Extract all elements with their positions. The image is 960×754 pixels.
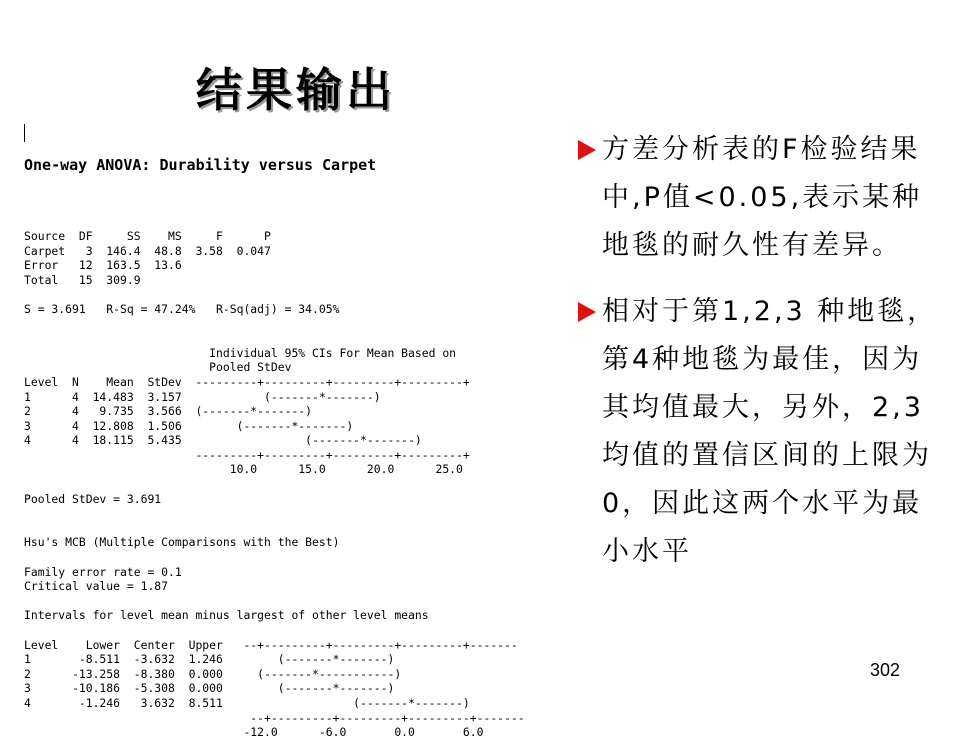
output-line: Critical value = 1.87 (24, 579, 169, 594)
output-line: Error 12 163.5 13.6 (24, 258, 182, 273)
output-line: Level Lower Center Upper --+---------+---------+---------+------- (24, 637, 518, 652)
output-line (24, 287, 564, 302)
output-line: 1 4 14.483 3.157 (-------*-------) (24, 389, 381, 404)
output-line: Hsu's MCB (Multiple Comparisons with the Best) (24, 535, 340, 550)
output-line: 2 4 9.735 3.566 (-------*-------) (24, 404, 313, 419)
output-line: ---------+---------+---------+---------+ (24, 447, 470, 462)
output-lines (24, 214, 564, 739)
output-line (24, 214, 564, 229)
arrow-bullet-icon (578, 302, 596, 322)
output-line (24, 594, 564, 609)
bullet-item-mcb (578, 288, 938, 576)
bullet-text: 方差分析表的F检验结果中,P值<0.05,表示某种地毯的耐久性有差异。 (602, 134, 923, 261)
output-line: 4 -1.246 3.632 8.511 (-------*-------) (24, 695, 470, 710)
anova-header: One-way ANOVA: Durability versus Carpet (24, 156, 377, 175)
output-line (24, 317, 564, 332)
output-line: Level N Mean StDev ---------+---------+---------+---------+ (24, 374, 470, 389)
output-line: Family error rate = 0.1 (24, 564, 182, 579)
output-line: Carpet 3 146.4 48.8 3.58 0.047 (24, 243, 271, 258)
bullet-text: 相对于第1,2,3 种地毯，第4种地毯为最佳，因为其均值最大，另外，2,3均值的置信区间的上限为0，因此这两个水平为最小水平 (602, 296, 938, 567)
output-line: S = 3.691 R-Sq = 47.24% R-Sq(adj) = 34.05% (24, 301, 340, 316)
output-line: -12.0 -6.0 0.0 6.0 (24, 725, 484, 740)
output-line: 10.0 15.0 20.0 25.0 (24, 462, 463, 477)
output-line: 2 -13.258 -8.380 0.000 (-------*-----------) (24, 666, 402, 681)
output-line: 3 4 12.808 1.506 (-------*-------) (24, 418, 354, 433)
bullet-item-anova (578, 126, 938, 270)
bullet-list (578, 126, 938, 594)
arrow-bullet-icon (578, 140, 596, 160)
output-line (24, 477, 564, 492)
output-line: Pooled StDev = 3.691 (24, 491, 162, 506)
output-line: 4 4 18.115 5.435 (-------*-------) (24, 433, 422, 448)
output-line: Individual 95% CIs For Mean Based on (24, 345, 457, 360)
output-line: Source DF SS MS F P (24, 228, 271, 243)
page-number: 302 (870, 660, 901, 680)
output-line: Total 15 309.9 (24, 272, 141, 287)
output-line (24, 623, 564, 638)
output-line (24, 521, 564, 536)
output-line: --+---------+---------+---------+------- (24, 710, 525, 725)
output-line (24, 506, 564, 521)
output-line (24, 331, 564, 346)
slide-title: 结果输出 (196, 63, 396, 117)
output-line: Intervals for level mean minus largest of other level means (24, 608, 429, 623)
output-line: Pooled StDev (24, 360, 292, 375)
output-line (24, 550, 564, 565)
output-line: 3 -10.186 -5.308 0.000 (-------*-------) (24, 681, 395, 696)
minitab-output-panel (24, 126, 564, 740)
output-line: 1 -8.511 -3.632 1.246 (-------*-------) (24, 652, 395, 667)
